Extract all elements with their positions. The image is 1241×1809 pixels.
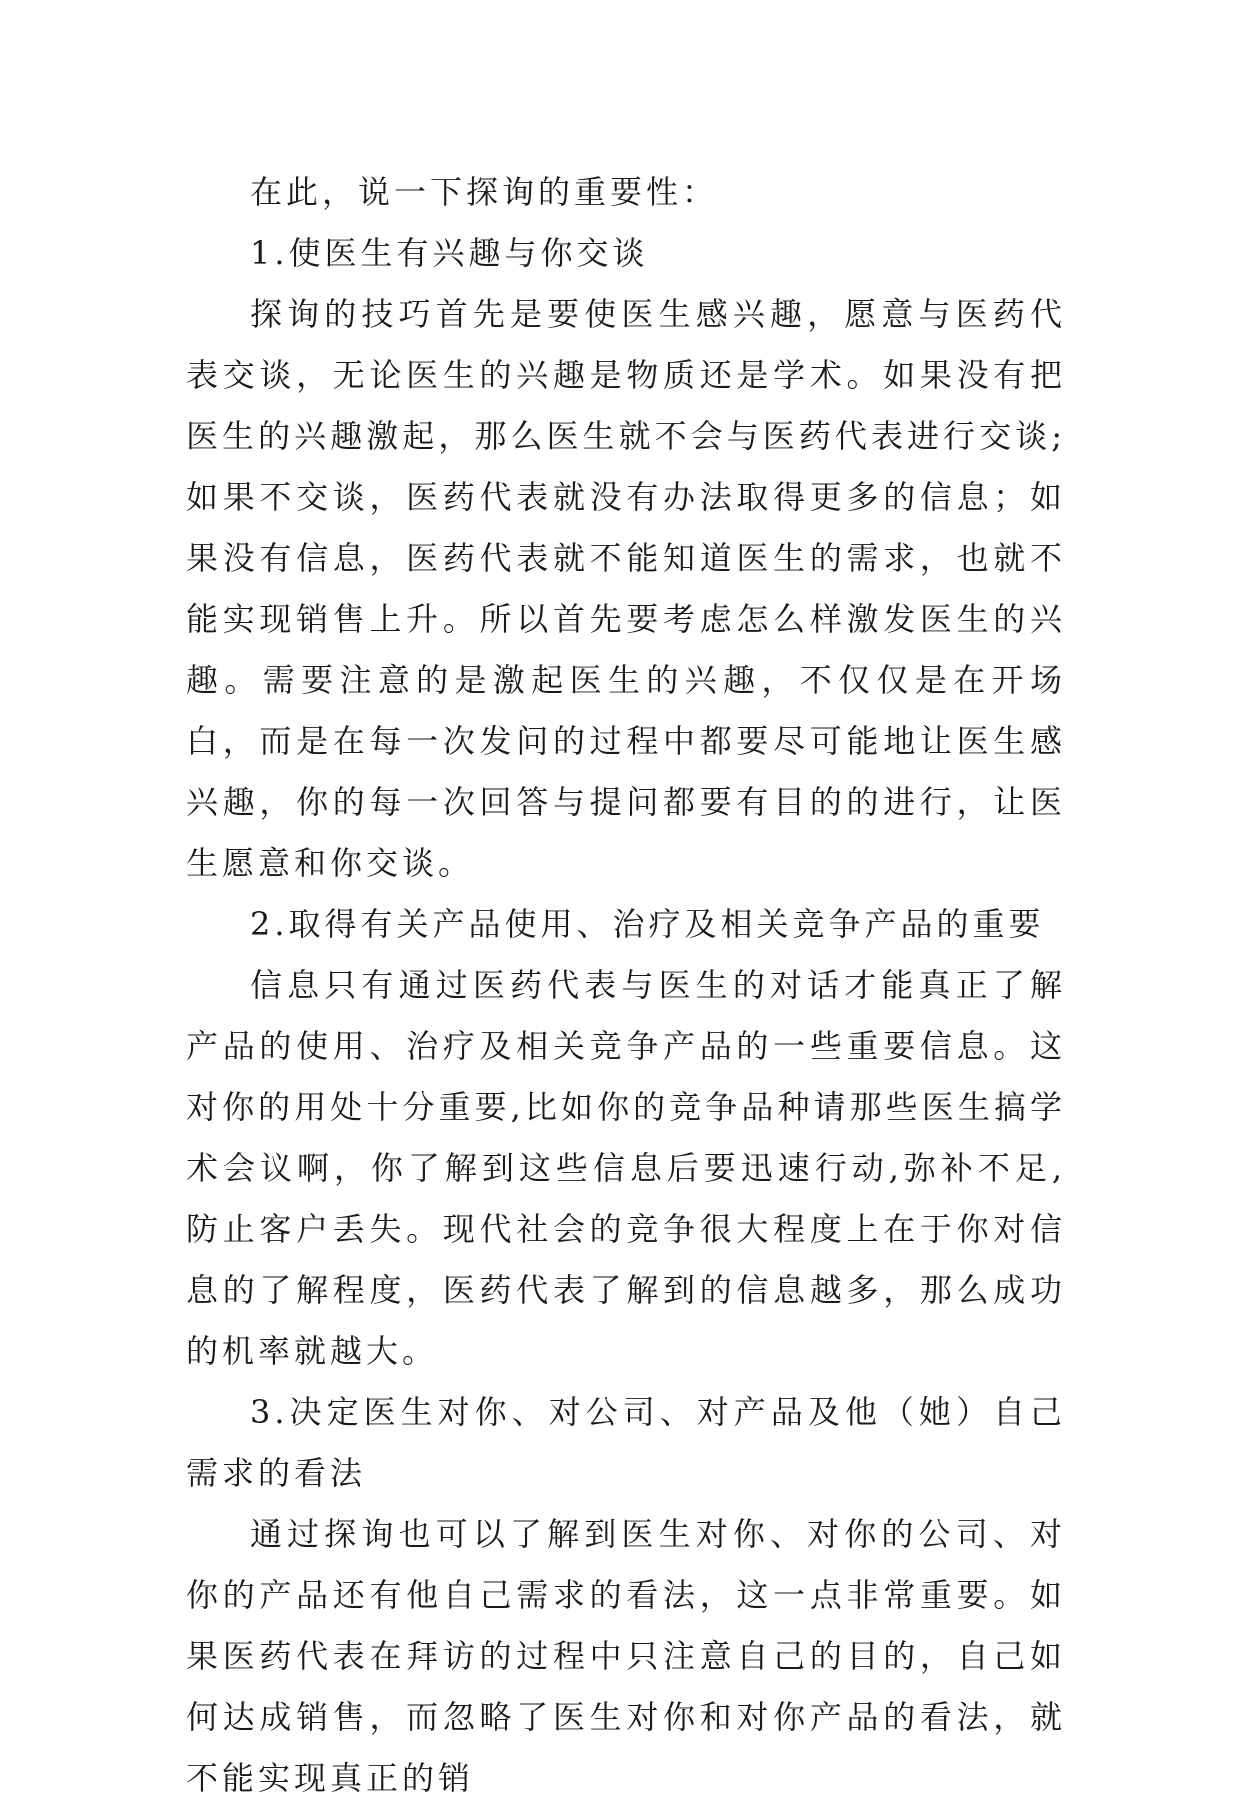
section-heading-2: 2.取得有关产品使用、治疗及相关竞争产品的重要 bbox=[250, 905, 1045, 943]
section-heading-3: 3.决定医生对你、对公司、对产品及他（她）自己需求的看法 bbox=[186, 1393, 1066, 1492]
body-paragraph-1: 探询的技巧首先是要使医生感兴趣，愿意与医药代表交谈，无论医生的兴趣是物质还是学术。如果没有把医生的兴趣激起，那么医生就不会与医药代表进行交谈;如果不交谈，医药代表就没有办法取得更多的信息；如果没有信息，医药代表就不能知道医生的需求，也就不能实现销售上升。所以首先要考虑怎么样激发医生的兴趣。需要注意的是激起医生的兴趣，不仅仅是在开场白，而是在每一次发问的过程中都要尽可能地让医生感兴趣，你的每一次回答与提问都要有目的的进行，让医生愿意和你交谈。 bbox=[186, 295, 1066, 882]
section-heading-1: 1.使医生有兴趣与你交谈 bbox=[250, 234, 649, 272]
body-paragraph-2: 信息只有通过医药代表与医生的对话才能真正了解产品的使用、治疗及相关竞争产品的一些重要信息。这对你的用处十分重要,比如你的竞争品种请那些医生搞学术会议啊，你了解到这些信息后要迅速行动,弥补不足,防止客户丢失。现代社会的竞争很大程度上在于你对信息的了解程度，医药代表了解到的信息越多，那么成功的机率就越大。 bbox=[186, 966, 1066, 1370]
body-paragraph-3: 通过探询也可以了解到医生对你、对你的公司、对你的产品还有他自己需求的看法，这一点非常重要。如果医药代表在拜访的过程中只注意自己的目的，自己如何达成销售，而忽略了医生对你和对你产品的看法，就不能实现真正的销 bbox=[186, 1515, 1066, 1797]
document-body bbox=[186, 162, 1066, 1809]
intro-paragraph: 在此，说一下探询的重要性： bbox=[250, 173, 719, 211]
